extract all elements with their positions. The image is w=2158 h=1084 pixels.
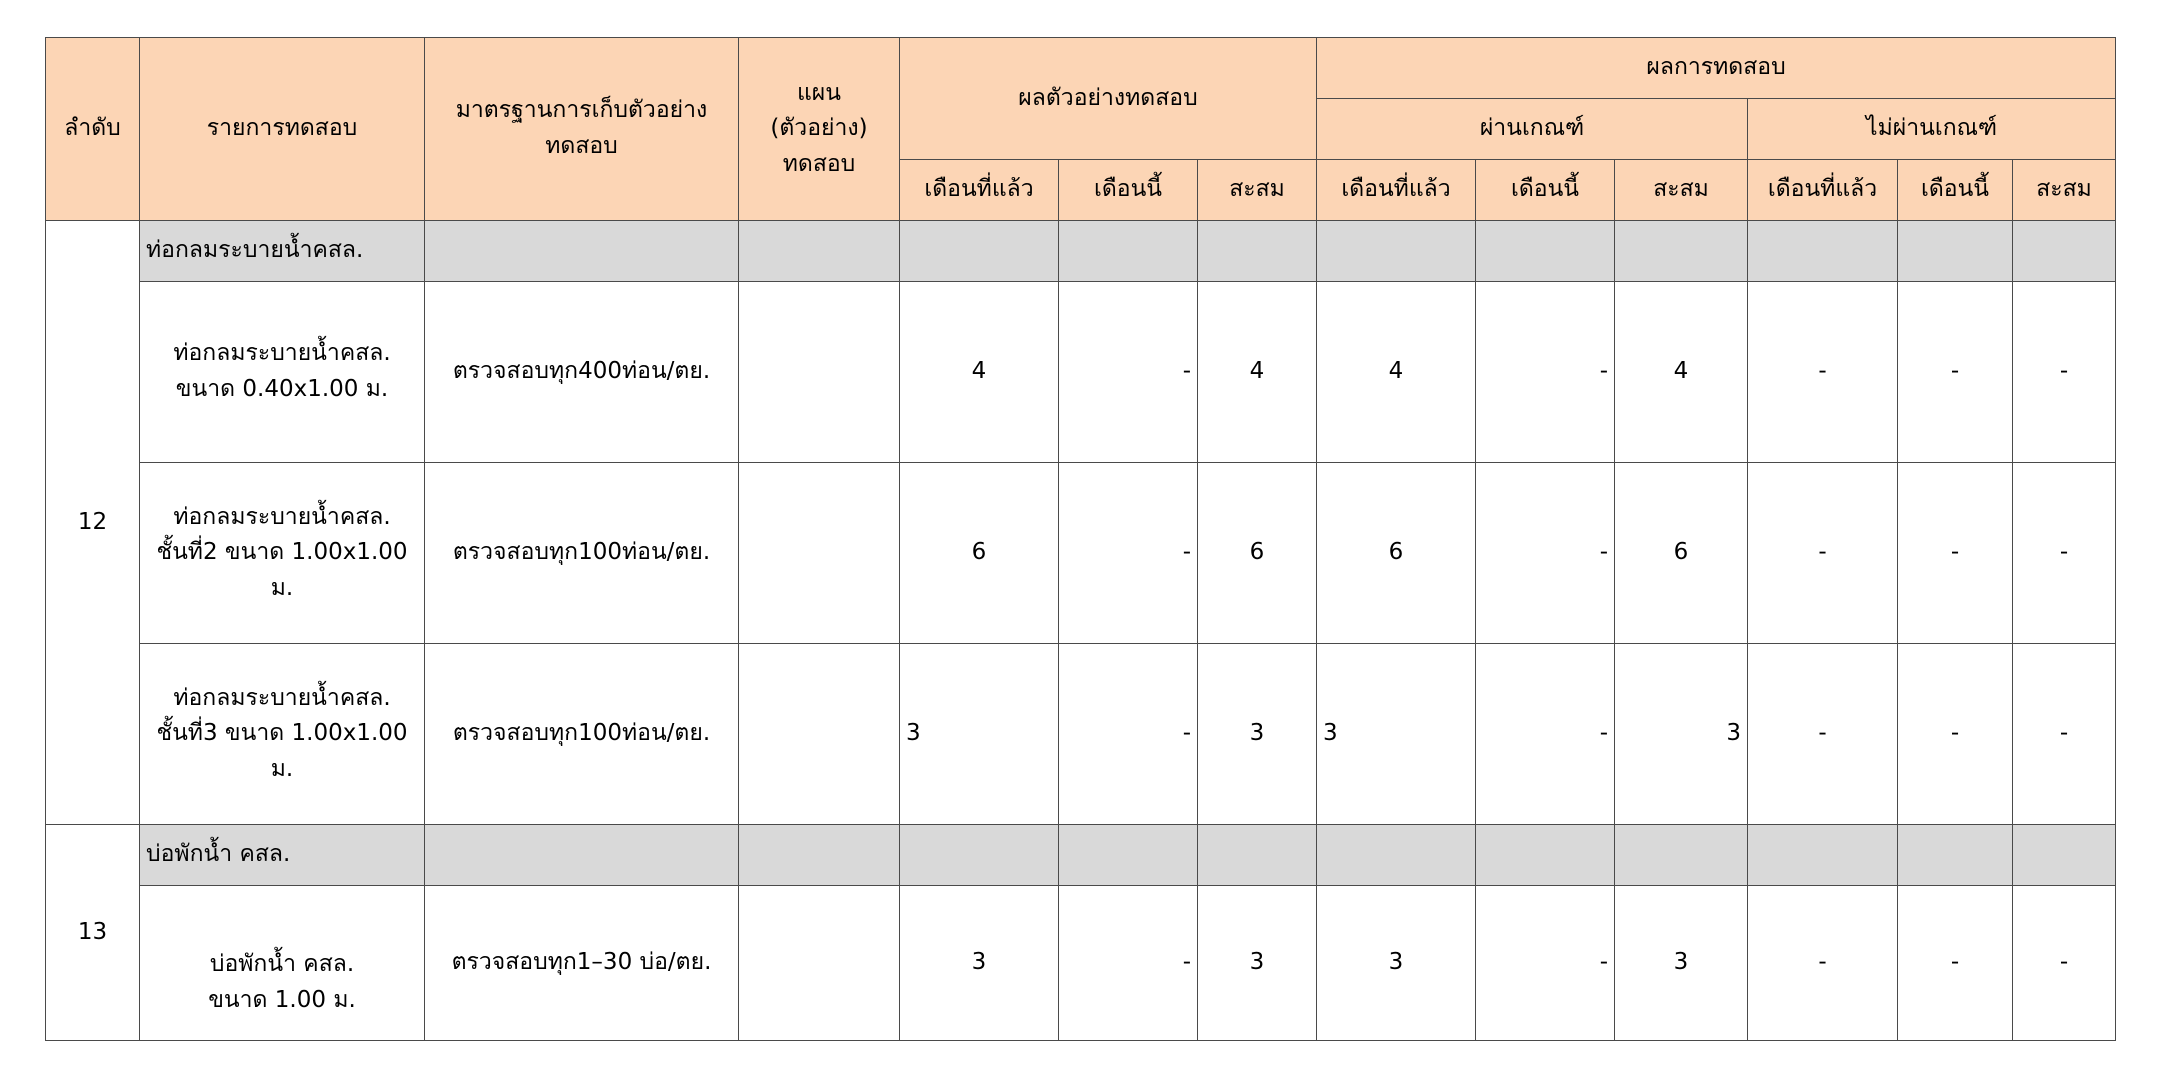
pass-cumulative: 3 — [1615, 644, 1748, 825]
header-pass: ผ่านเกณฑ์ — [1317, 99, 1748, 160]
pass-last-month: 3 — [1317, 644, 1476, 825]
plan-cell — [739, 644, 900, 825]
standard-cell: ตรวจสอบทุก100ท่อน/ตย. — [425, 644, 739, 825]
fail-this-month: - — [1898, 282, 2013, 463]
header-sample-this-month: เดือนนี้ — [1059, 160, 1198, 221]
pass-this-month: - — [1476, 644, 1615, 825]
item-name: บ่อพักน้ำ คสล. ขนาด 1.00 ม. — [140, 886, 425, 1041]
fail-this-month: - — [1898, 644, 2013, 825]
header-pass-cumulative: สะสม — [1615, 160, 1748, 221]
header-fail-cumulative: สะสม — [2013, 160, 2116, 221]
sample-cumulative: 4 — [1198, 282, 1317, 463]
pass-cumulative: 4 — [1615, 282, 1748, 463]
sample-this-month: - — [1059, 644, 1198, 825]
fail-cumulative: - — [2013, 886, 2116, 1041]
sample-cumulative: 3 — [1198, 886, 1317, 1041]
sample-last-month: 4 — [900, 282, 1059, 463]
pass-last-month: 6 — [1317, 463, 1476, 644]
sample-cumulative: 3 — [1198, 644, 1317, 825]
header-fail-last-month: เดือนที่แล้ว — [1748, 160, 1898, 221]
sample-last-month: 3 — [900, 644, 1059, 825]
test-results-table — [45, 37, 2116, 1041]
pass-last-month: 4 — [1317, 282, 1476, 463]
item-name: ท่อกลมระบายน้ำคสล. ชั้นที่3 ขนาด 1.00x1.00 ม. — [140, 644, 425, 825]
pass-this-month: - — [1476, 886, 1615, 1041]
fail-last-month: - — [1748, 463, 1898, 644]
fail-last-month: - — [1748, 886, 1898, 1041]
header-sample-results: ผลตัวอย่างทดสอบ — [900, 38, 1317, 160]
header-test-results: ผลการทดสอบ — [1317, 38, 2116, 99]
header-plan: แผน (ตัวอย่าง) ทดสอบ — [739, 38, 900, 221]
header-no: ลำดับ — [46, 38, 140, 221]
item-name: ท่อกลมระบายน้ำคสล. ขนาด 0.40x1.00 ม. — [140, 282, 425, 463]
standard-cell: ตรวจสอบทุก100ท่อน/ตย. — [425, 463, 739, 644]
header-standard: มาตรฐานการเก็บตัวอย่าง ทดสอบ — [425, 38, 739, 221]
pass-this-month: - — [1476, 463, 1615, 644]
header-pass-this-month: เดือนนี้ — [1476, 160, 1615, 221]
header-sample-last-month: เดือนที่แล้ว — [900, 160, 1059, 221]
sample-last-month: 3 — [900, 886, 1059, 1041]
fail-last-month: - — [1748, 644, 1898, 825]
section-name: ท่อกลมระบายน้ำคสล. — [140, 221, 425, 282]
fail-last-month: - — [1748, 282, 1898, 463]
header-fail-this-month: เดือนนี้ — [1898, 160, 2013, 221]
sample-cumulative: 6 — [1198, 463, 1317, 644]
pass-this-month: - — [1476, 282, 1615, 463]
pass-last-month: 3 — [1317, 886, 1476, 1041]
section-row — [46, 825, 2116, 886]
header-sample-cumulative: สะสม — [1198, 160, 1317, 221]
table-row — [46, 644, 2116, 825]
standard-cell: ตรวจสอบทุก1–30 บ่อ/ตย. — [425, 886, 739, 1041]
sample-this-month: - — [1059, 463, 1198, 644]
section-row — [46, 221, 2116, 282]
row-number: 12 — [46, 221, 140, 825]
plan-cell — [739, 463, 900, 644]
header-item: รายการทดสอบ — [140, 38, 425, 221]
fail-this-month: - — [1898, 463, 2013, 644]
pass-cumulative: 6 — [1615, 463, 1748, 644]
table-row — [46, 463, 2116, 644]
standard-cell: ตรวจสอบทุก400ท่อน/ตย. — [425, 282, 739, 463]
sample-last-month: 6 — [900, 463, 1059, 644]
table-row — [46, 282, 2116, 463]
plan-cell — [739, 886, 900, 1041]
header-pass-last-month: เดือนที่แล้ว — [1317, 160, 1476, 221]
row-number: 13 — [46, 825, 140, 1041]
item-name: ท่อกลมระบายน้ำคสล. ชั้นที่2 ขนาด 1.00x1.00 ม. — [140, 463, 425, 644]
fail-cumulative: - — [2013, 463, 2116, 644]
plan-cell — [739, 282, 900, 463]
fail-this-month: - — [1898, 886, 2013, 1041]
table-row — [46, 886, 2116, 1041]
sample-this-month: - — [1059, 282, 1198, 463]
pass-cumulative: 3 — [1615, 886, 1748, 1041]
fail-cumulative: - — [2013, 282, 2116, 463]
header-fail: ไม่ผ่านเกณฑ์ — [1748, 99, 2116, 160]
sample-this-month: - — [1059, 886, 1198, 1041]
section-name: บ่อพักน้ำ คสล. — [140, 825, 425, 886]
fail-cumulative: - — [2013, 644, 2116, 825]
